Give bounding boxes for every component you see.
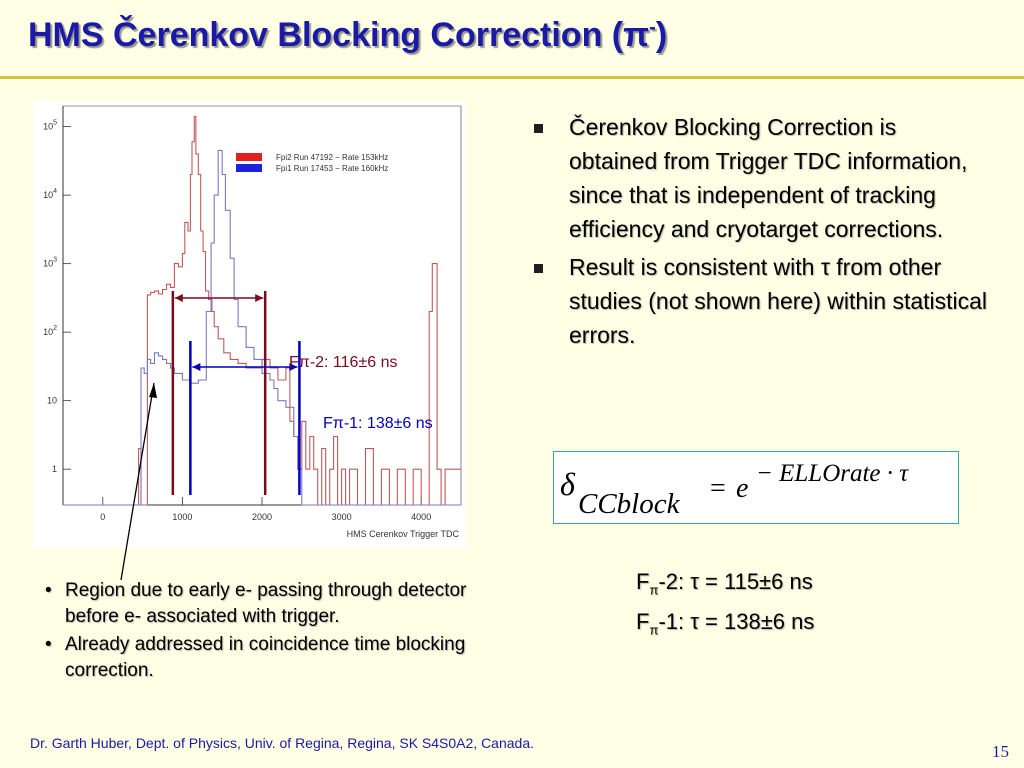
x-tick-label: 2000: [251, 512, 273, 522]
series-line-1: [63, 117, 461, 505]
result-text: -2: τ = 115±6 ns: [658, 569, 813, 594]
result-subscript: π: [649, 582, 659, 598]
x-tick-label: 4000: [411, 512, 432, 522]
bullet-dot-icon: •: [45, 634, 52, 655]
formula-subscript: CCblock: [578, 488, 680, 520]
title-superscript: -: [649, 16, 656, 39]
annotation-fpi1: Fπ-1: 138±6 ns: [323, 415, 433, 432]
note-item: [42, 578, 482, 630]
page-number: 15: [992, 742, 1009, 761]
bullet-item: [528, 250, 988, 352]
title-underline: [0, 76, 1024, 79]
x-tick-label: 0: [100, 512, 106, 522]
x-tick-label: 1000: [172, 512, 193, 522]
result-prefix: F: [636, 609, 650, 635]
result-fpi1: [636, 606, 814, 646]
y-tick-label: 10: [46, 395, 57, 406]
result-fpi2: [636, 566, 814, 606]
square-bullet-icon: [534, 264, 543, 273]
results-block: [636, 566, 814, 647]
y-tick-label: $10^3$: [43, 256, 57, 269]
y-tick-label: 1: [51, 464, 57, 475]
note-text: Already addressed in coincidence time blocking correction.: [65, 634, 466, 681]
legend-label-2: Fpi1 Run 17453 − Rate 160kHz: [276, 164, 389, 173]
result-text: -1: τ = 138±6 ns: [658, 609, 815, 635]
bullet-item: [528, 110, 988, 246]
formula-box: [553, 451, 959, 524]
x-tick-label: 3000: [331, 512, 352, 522]
square-bullet-icon: [534, 124, 543, 133]
y-tick-label: $10^4$: [43, 188, 57, 201]
x-axis-label: HMS Cerenkov Trigger TDC: [346, 529, 459, 539]
slide-title: [28, 16, 667, 55]
tdc-histogram: [33, 101, 466, 548]
marker-arrowhead-left-1: [175, 294, 183, 302]
bullet-list: [528, 110, 988, 356]
marker-arrowhead-right-1: [255, 294, 263, 302]
note-text: Region due to early e- passing through detector before e- associated with trigger.: [65, 580, 467, 627]
y-tick-label: $10^2$: [43, 325, 57, 338]
footer-text: Dr. Garth Huber, Dept. of Physics, Univ. of Regina, Regina, SK S4S0A2, Canada.: [30, 735, 534, 751]
result-prefix: F: [636, 569, 650, 594]
title-bar: [0, 0, 1024, 76]
series-line-2: [63, 150, 461, 505]
legend-label-1: Fpi2 Run 47192 − Rate 153kHz: [276, 153, 389, 162]
formula-delta: δ: [560, 466, 575, 502]
legend-swatch-1: [236, 153, 262, 161]
marker-arrowhead-left-2: [192, 363, 200, 371]
bullet-dot-icon: •: [45, 580, 52, 601]
formula-equals: =: [710, 473, 726, 504]
bullet-text: Čerenkov Blocking Correction is obtained from Trigger TDC information, since that is independent of tracking efficiency and cryotarget corrections.: [569, 114, 968, 242]
bullet-text: Result is consistent with τ from other studies (not shown here) within statistical errors.: [569, 254, 988, 348]
notes-list: [42, 578, 482, 686]
result-subscript: π: [649, 622, 659, 638]
legend-swatch-2: [236, 164, 262, 172]
formula-exponent: − ELLOrate · τ: [756, 460, 909, 487]
title-main: HMS Čerenkov Blocking Correction (π: [28, 16, 650, 54]
y-tick-label: $10^5$: [43, 119, 57, 132]
formula-base: e: [736, 473, 749, 504]
note-item: [42, 632, 482, 684]
title-end: ): [655, 16, 668, 54]
annotation-fpi2: Fπ-2: 116±6 ns: [289, 354, 398, 371]
histogram-svg: [33, 101, 466, 548]
